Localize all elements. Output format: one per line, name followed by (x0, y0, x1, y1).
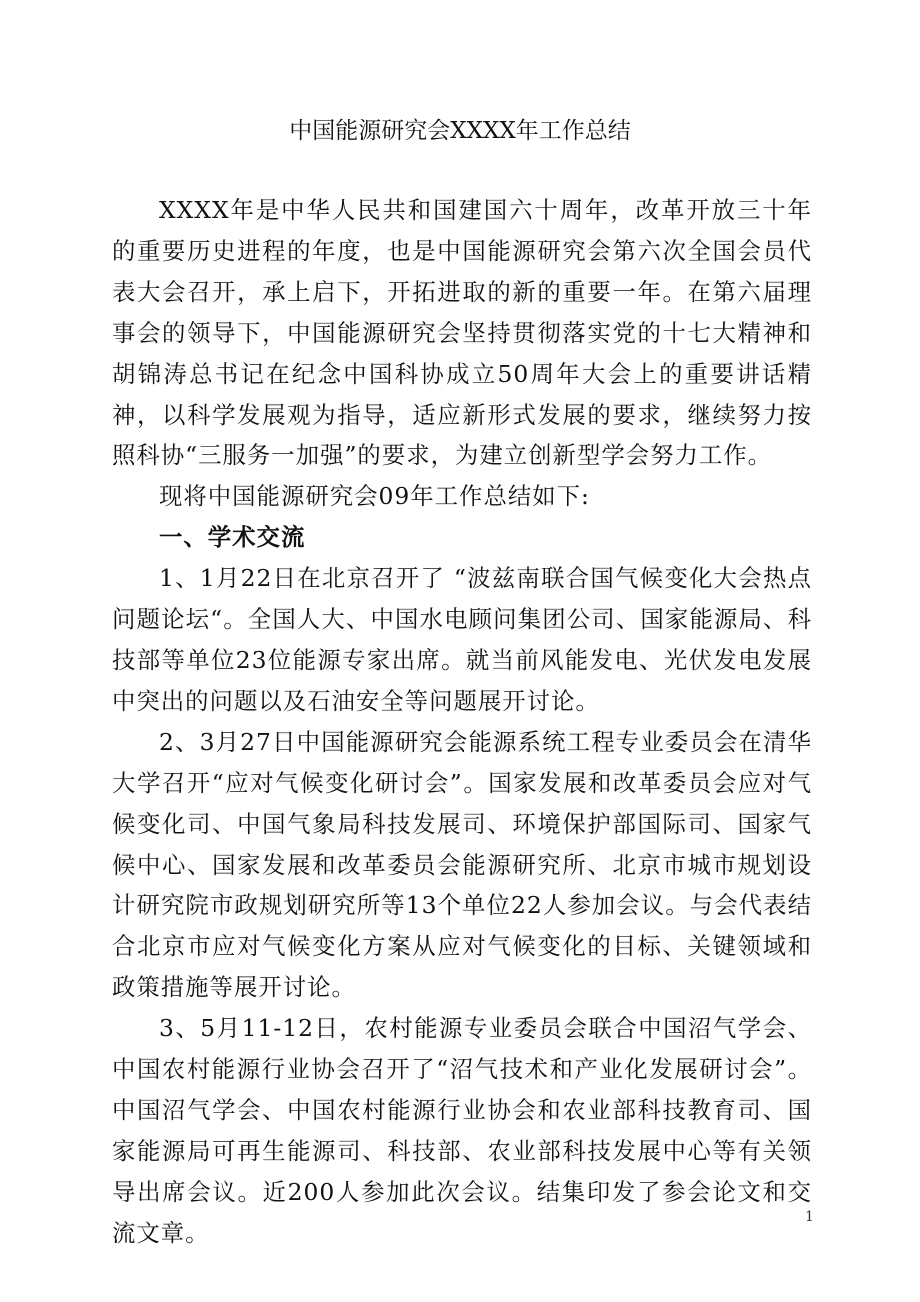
page-number: 1 (805, 1209, 814, 1225)
section-heading: 一、学术交流 (159, 523, 306, 552)
document-body (112, 190, 812, 1254)
list-item: 3、5月11-12日，农村能源专业委员会联合中国沼气学会、中国农村能源行业协会召开了“沼气技术和产业化发展研讨会”。中国沼气学会、中国农村能源行业协会和农业部科技教育司、国家能源局可再生能源司、科技部、农业部科技发展中心等有关领导出席会议。近200人参加此次会议。结集印发了参会论文和交流文章。 (112, 1014, 812, 1247)
list-item: 2、3月27日中国能源研究会能源系统工程专业委员会在清华大学召开“应对气候变化研讨会”。国家发展和改革委员会应对气候变化司、中国气象局科技发展司、环境保护部国际司、国家气候中心、国家发展和改革委员会能源研究所、北京市城市规划设计研究院市政规划研究所等13个单位22人参加会议。与会代表结合北京市应对气候变化方案从应对气候变化的目标、关键领域和政策措施等展开讨论。 (112, 727, 812, 1002)
document-title: 中国能源研究会XXXX年工作总结 (289, 118, 631, 144)
list-item: 1、1月22日在北京召开了 “波兹南联合国气候变化大会热点问题论坛“。全国人大、中国水电顾问集团公司、国家能源局、科技部等单位23位能源专家出席。就当前风能发电、光伏发电发展中突出的问题以及石油安全等问题展开讨论。 (112, 564, 812, 715)
summary-line: 现将中国能源研究会09年工作总结如下: (159, 482, 590, 511)
intro-paragraph: XXXX年是中华人民共和国建国六十周年，改革开放三十年的重要历史进程的年度，也是中国能源研究会第六次全国会员代表大会召开，承上启下，开拓进取的新的重要一年。在第六届理事会的领导下，中国能源研究会坚持贯彻落实党的十七大精神和胡锦涛总书记在纪念中国科协成立50周年大会上的重要讲话精神，以科学发展观为指导，适应新形式发展的要求，继续努力按照科协“三服务一加强”的要求，为建立创新型学会努力工作。 (112, 196, 812, 470)
